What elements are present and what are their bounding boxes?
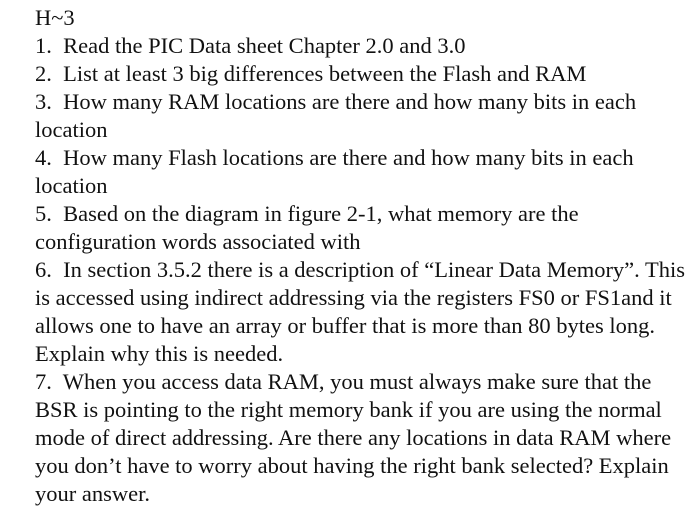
question-number: 7.	[35, 369, 52, 394]
question-item-1	[35, 32, 692, 60]
assignment-heading: H~3	[35, 5, 75, 30]
question-text: Read the PIC Data sheet Chapter 2.0 and 3.0	[63, 33, 466, 58]
question-item-2	[35, 60, 692, 88]
question-item-4	[35, 144, 692, 200]
question-item-6	[35, 256, 692, 368]
question-item-7	[35, 368, 692, 508]
question-list	[35, 32, 692, 508]
question-text: In section 3.5.2 there is a description of “Linear Data Memory”. This is accessed using indirect addressing via the registers FS0 or FS1and it allows one to have an array or buffer that is more than 80 bytes long. Explain why this is needed.	[35, 257, 686, 366]
question-text: How many RAM locations are there and how many bits in each location	[35, 89, 637, 142]
question-item-5	[35, 200, 692, 256]
question-number: 3.	[35, 89, 52, 114]
question-number: 4.	[35, 145, 52, 170]
question-number: 2.	[35, 61, 52, 86]
question-item-3	[35, 88, 692, 144]
question-text: When you access data RAM, you must always make sure that the BSR is pointing to the right memory bank if you are using the normal mode of direct addressing. Are there any locations in data RAM where you don’t have to worry about having the right bank selected? Explain your answer.	[35, 369, 672, 506]
question-number: 1.	[35, 33, 52, 58]
question-text: Based on the diagram in figure 2-1, what memory are the configuration words associated with	[35, 201, 579, 254]
question-text: List at least 3 big differences between the Flash and RAM	[63, 61, 587, 86]
question-text: How many Flash locations are there and how many bits in each location	[35, 145, 634, 198]
question-number: 5.	[35, 201, 52, 226]
question-number: 6.	[35, 257, 52, 282]
